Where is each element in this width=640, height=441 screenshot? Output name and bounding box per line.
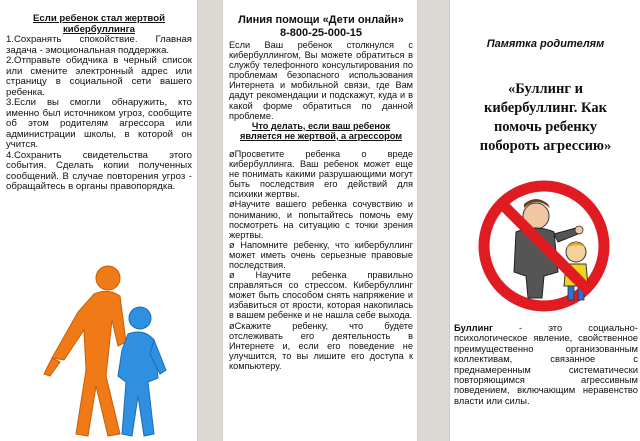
panel-left bbox=[0, 0, 198, 441]
aggressor-bullet-3: ø Напомните ребенку, что кибербуллинг может иметь очень серьезные правовые последствия. bbox=[229, 239, 414, 270]
bullying-definition: Буллинг - это социально-психологическое явление, свойственное преимущественно организованным коллективам, связанное с преднамеренным систематически повторяющимся агрессивным поведением, включающим неравенство власти или силы. bbox=[454, 322, 638, 406]
victim-item-4: 4.Сохранить свидетельства этого события. Сделать копии полученных сообщений. В случае повторения угроз - обращайтесь в органы правопорядка. bbox=[6, 149, 192, 192]
aggressor-bullet-4: ø Научите ребенка правильно справляться со стрессом. Кибербуллинг может быть способом снять напряжение и избавиться от ярости, которая накопилась в вашем ребенке и не нашла себе выхода. bbox=[229, 270, 413, 321]
heading-victim-l1: Если ребенок стал жертвой bbox=[33, 13, 165, 24]
helpline-intro: Если Ваш ребенок столкнулся с кибербуллингом, Вы можете обратиться в службу телефонного консультирования по проблемам безопасного использования Интернета и мобильной связи, где Вам дадут рекомендации и подскажут, куда и в какой форме обратиться по данной проблеме. bbox=[229, 40, 413, 121]
bullet-mark-icon: ø bbox=[229, 270, 256, 281]
heading-victim-l2: кибербуллинга bbox=[62, 23, 136, 35]
aggressor-heading-l2: является не жертвой, а агрессором bbox=[239, 130, 402, 141]
bullet-mark-icon: ø bbox=[229, 199, 235, 210]
panel-middle bbox=[222, 0, 418, 441]
victim-item-2: 2.Отправьте обидчика в черный список или смените электронный адрес или страницу в социальной сети вашего ребенка. bbox=[6, 55, 192, 98]
bullet-mark-icon: ø bbox=[229, 148, 235, 159]
victim-item-3: 3.Если вы смогли обнаружить, кто именно был источником угроз, сообщите об этом родителям агрессора или администрации школы, в которой он учится. bbox=[6, 97, 192, 150]
aggressor-bullet-2: øНаучите вашего ребенка сочувствию и пониманию, и попытайтесь помочь ему посмотреть на ситуацию с точки зрения жертвы. bbox=[229, 199, 413, 240]
memo-heading: Памятка родителям bbox=[486, 38, 605, 50]
brochure-title: «Буллинг и кибербуллинг. Как помочь ребенку побороть агрессию» bbox=[479, 81, 612, 154]
helpline-phone: 8-800-25-000-15 bbox=[280, 27, 362, 39]
aggressor-bullet-1: øПросветите ребенка о вреде кибербуллинга. Ваш ребенок может еще не понимать какими разрушающими могут быть последствия его действий для психики жертвы. bbox=[229, 148, 413, 200]
panel-right bbox=[449, 0, 640, 441]
no-bullying-sign-illustration bbox=[478, 180, 610, 312]
helpline-title: Линия помощи «Дети онлайн» bbox=[238, 14, 404, 26]
bullet-mark-icon: ø bbox=[229, 239, 241, 250]
aggressor-bullet-5: øСкажите ребенку, что будете отслеживать его деятельность в Интернете и, если его поведение не улучшится, то вы лишите его доступа к компьютеру. bbox=[229, 320, 413, 371]
victim-item-1: 1.Сохранять спокойствие. Главная задача - эмоциональная поддержка. bbox=[6, 34, 192, 56]
bullet-mark-icon: ø bbox=[229, 320, 235, 331]
bullying-figures-illustration bbox=[8, 250, 188, 440]
aggressor-heading-l1: Что делать, если ваш ребенок bbox=[251, 120, 391, 131]
